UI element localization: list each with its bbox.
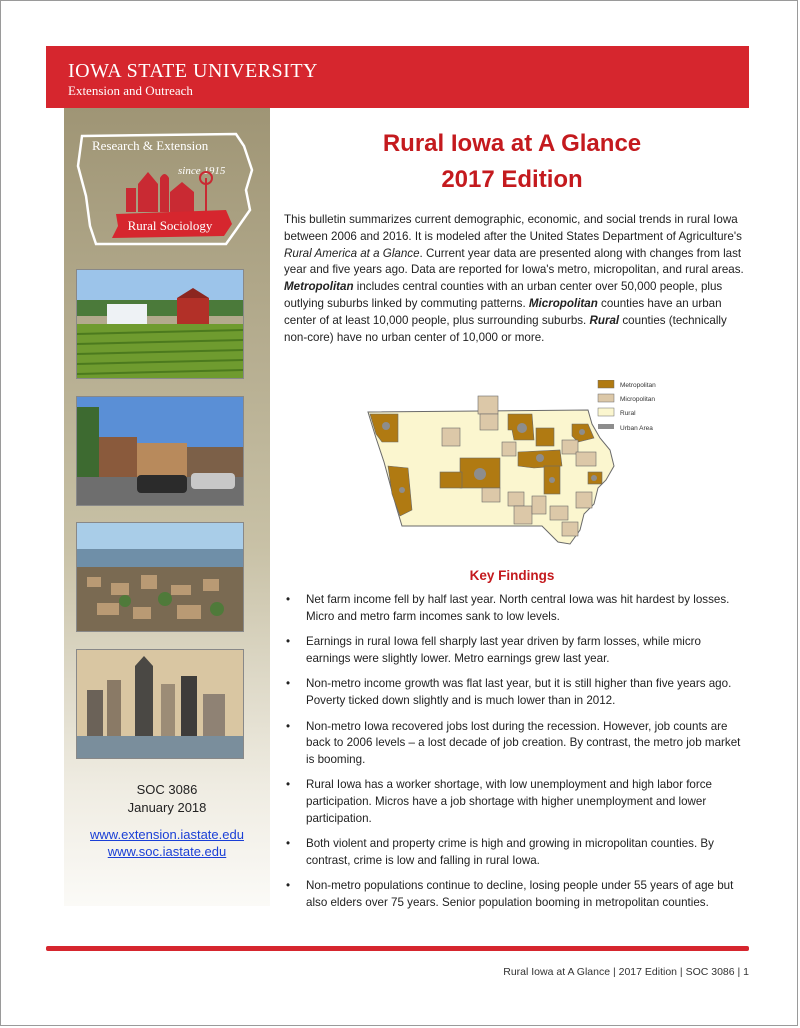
- intro-text-1: This bulletin summarizes current demographic, economic, and social trends in rural Iowa between 2006 and 2016. It is modeled after the United States Department of Agriculture's: [284, 213, 742, 243]
- iowa-county-map: [362, 380, 692, 550]
- publication-date: January 2018: [127, 800, 207, 815]
- bullet-icon: •: [286, 677, 291, 691]
- intro-paragraph: [284, 212, 744, 346]
- finding-item: • Non-metro income growth was flat last year, but it is still higher than five years ago. Poverty ticked down slightly and is much lower than in 2012.: [286, 677, 732, 707]
- page-title: Rural Iowa at A Glance: [382, 130, 642, 157]
- header-banner: [46, 46, 749, 108]
- micro-term: Micropolitan: [528, 296, 598, 310]
- town-street-photo: [76, 396, 244, 506]
- bullet-icon: •: [286, 719, 291, 733]
- finding-item: • Non-metro Iowa recovered jobs lost during the recession. However, job counts are back to 2006 levels – a lost decade of job creation. By contrast, the metro job market is booming.: [286, 719, 741, 766]
- legend-urban: Urban Area: [620, 425, 653, 432]
- finding-item: • Net farm income fell by half last year. North central Iowa was hit hardest by losses. Micro and metro farm incomes sank to low levels.: [286, 593, 730, 623]
- rural-sociology-logo: [76, 126, 258, 258]
- aerial-town-photo: [76, 522, 244, 632]
- sidebar: [64, 108, 270, 906]
- intro-text-5: counties (technically non-core) have no urban center of 10,000 or more.: [284, 313, 727, 344]
- finding-item: • Both violent and property crime is high and growing in micropolitan counties. By contrast, crime is low and falling in rural Iowa.: [286, 837, 714, 867]
- page-footer: Rural Iowa at A Glance | 2017 Edition | SOC 3086 | 1: [503, 966, 749, 978]
- finding-item: • Rural Iowa has a worker shortage, with low unemployment and high labor force participation. Micros have a job shortage with higher unemployment and lower participation.: [286, 778, 712, 825]
- map-legend: [598, 380, 656, 432]
- rural-term: Rural: [589, 313, 620, 327]
- key-findings-list: [284, 592, 746, 921]
- department-name: Extension and Outreach: [68, 83, 193, 98]
- logo-ribbon-text: Rural Sociology: [127, 218, 213, 233]
- publication-code: SOC 3086: [136, 782, 198, 797]
- farm-photo: [76, 269, 244, 379]
- logo-line1: Research & Extension: [92, 138, 209, 153]
- key-findings-heading: Key Findings: [469, 568, 555, 583]
- legend-micro: Micropolitan: [620, 396, 656, 403]
- intro-text-2: . Current year data are presented along with changes from last year and five years ago. Data are reported for Iowa's metro, micropolitan, and rural areas.: [284, 246, 744, 277]
- finding-item: • Non-metro populations continue to decline, losing people under 55 years of age but also elders over 75 years. Senior population booming in metropolitan counties.: [286, 879, 734, 909]
- city-skyline-photo: [76, 649, 244, 759]
- metro-term: Metropolitan: [284, 280, 354, 294]
- soc-link[interactable]: www.soc.iastate.edu: [107, 844, 227, 859]
- university-name: IOWA STATE UNIVERSITY: [68, 60, 318, 82]
- extension-link[interactable]: www.extension.iastate.edu: [90, 827, 244, 842]
- page-subtitle: 2017 Edition: [441, 166, 583, 193]
- finding-item: • Earnings in rural Iowa fell sharply last year driven by farm losses, while micro earnings were slightly lower. Metro earnings grew last year.: [286, 635, 701, 665]
- logo-since: since 1915: [178, 165, 226, 177]
- legend-rural: Rural: [620, 410, 636, 417]
- bullet-icon: •: [286, 879, 291, 893]
- intro-text-3: includes central counties with an urban center over 50,000 people, plus outlying suburbs linked by commuting patterns.: [284, 280, 723, 310]
- bullet-icon: •: [286, 837, 291, 851]
- bullet-icon: •: [286, 593, 291, 606]
- intro-italic-title: Rural America at a Glance: [284, 246, 420, 260]
- footer-divider: [46, 946, 749, 951]
- bullet-icon: •: [286, 635, 291, 649]
- bullet-icon: •: [286, 778, 291, 792]
- intro-text-4: counties have an urban center of at least 10,000 people, plus surrounding suburbs.: [284, 296, 722, 327]
- legend-metro: Metropolitan: [620, 382, 656, 389]
